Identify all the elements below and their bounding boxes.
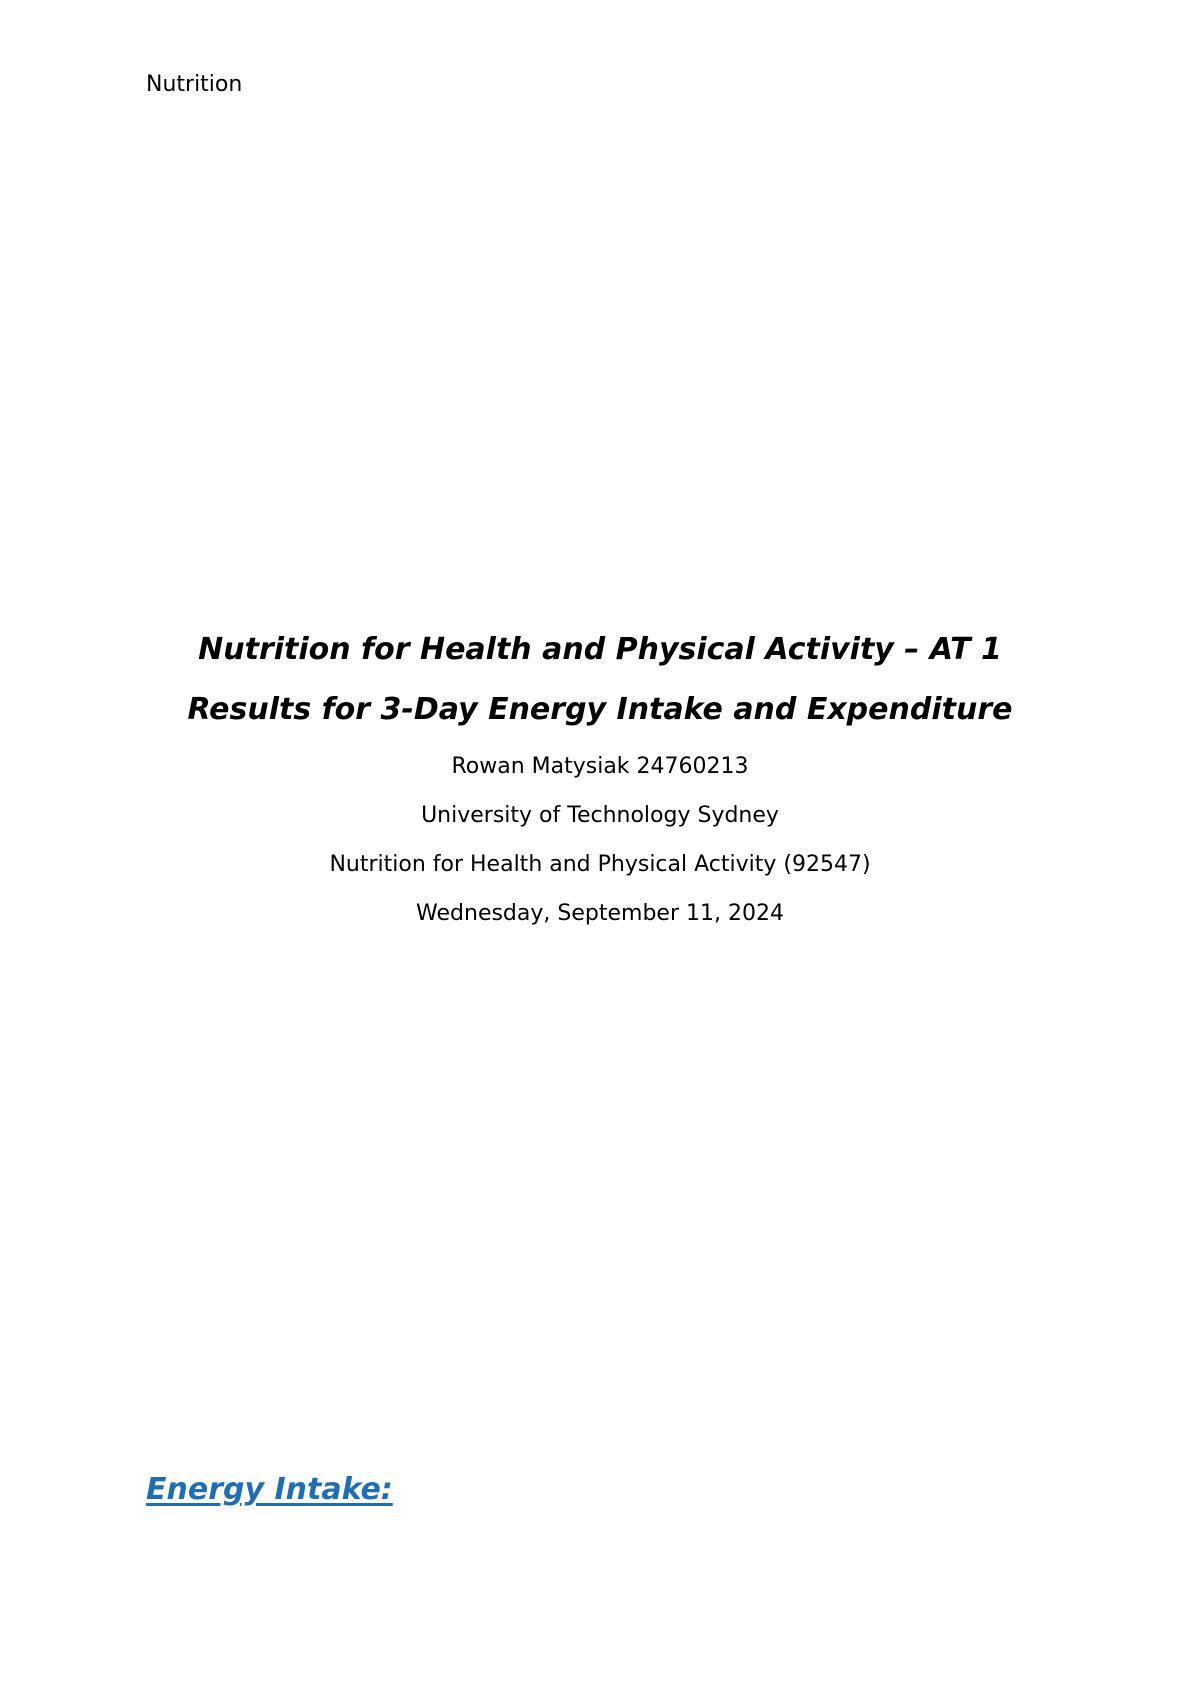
date-line: Wednesday, September 11, 2024 — [416, 901, 784, 926]
title-block — [0, 620, 1200, 938]
running-header: Nutrition — [146, 72, 243, 97]
section-heading-energy-intake: Energy Intake: — [146, 1472, 393, 1507]
institution-line: University of Technology Sydney — [421, 803, 779, 828]
course-line: Nutrition for Health and Physical Activity (92547) — [329, 852, 871, 877]
author-line: Rowan Matysiak 24760213 — [451, 754, 749, 779]
document-title: Nutrition for Health and Physical Activity – AT 1 — [198, 632, 1002, 667]
document-subtitle: Results for 3-Day Energy Intake and Expenditure — [187, 692, 1013, 727]
